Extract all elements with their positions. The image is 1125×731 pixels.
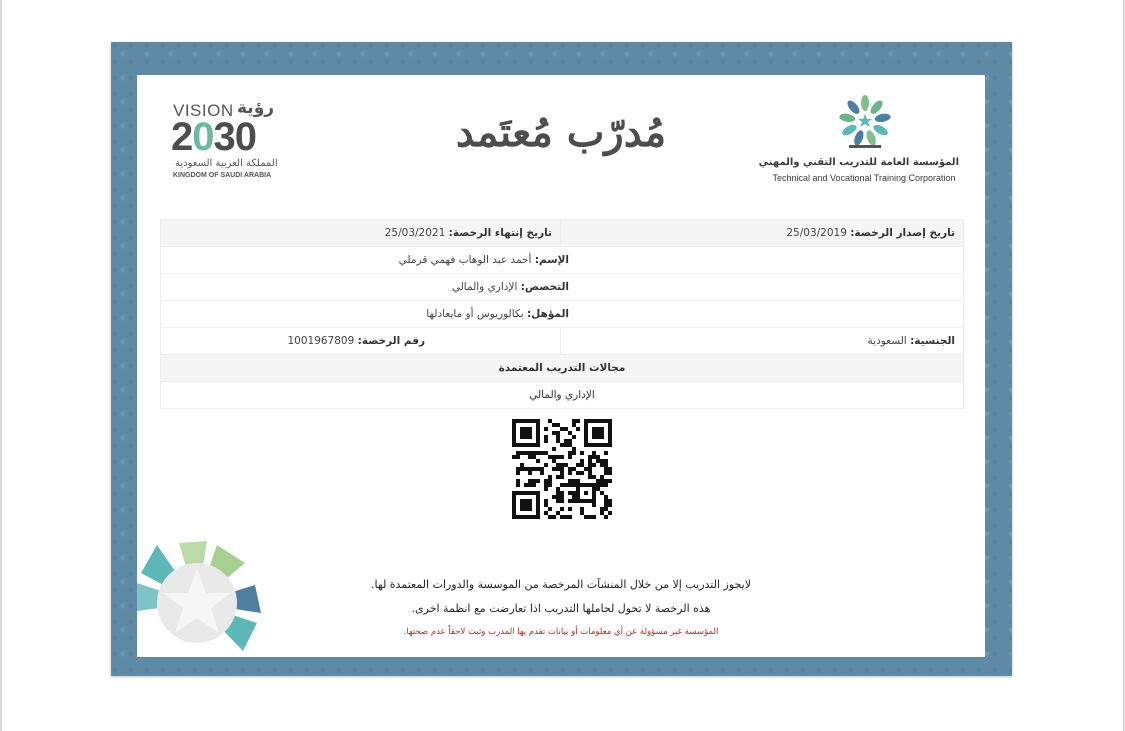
note-line-2: هذه الرخصة لا تخول لحاملها التدريب اذا تعارضت مع انظمة اخرى. xyxy=(411,602,711,615)
vision-year-zero: 0 xyxy=(192,115,214,159)
org-name-english: Technical and Vocational Training Corporation xyxy=(772,173,956,183)
table-row-nationality xyxy=(161,328,964,355)
specialty-label: التخصص: xyxy=(520,281,569,293)
license-number-cell xyxy=(161,328,561,355)
note-line-1: لايجوز التدريب إلا من خلال المنشآت المرخصة من الموسسة والدورات المعتمدة لها. xyxy=(371,578,751,591)
training-fields-title: مجالات التدريب المعتمدة xyxy=(161,355,964,382)
qualification-label: المؤهل: xyxy=(526,308,569,320)
table-row-dates xyxy=(161,220,964,247)
issue-date-value: 25/03/2019 xyxy=(786,227,847,239)
kingdom-name-english: KINGDOM OF SAUDI ARABIA xyxy=(173,172,272,179)
license-number-label: رقم الرخصة: xyxy=(357,335,425,347)
specialty-value: الإداري والمالي xyxy=(451,281,518,293)
vision-word-english: VISION xyxy=(173,101,234,120)
expiry-date-cell xyxy=(161,220,561,247)
nationality-label: الجنسية: xyxy=(910,335,955,347)
vision-word-arabic: رؤية xyxy=(237,98,275,118)
table-row-qualification xyxy=(161,301,964,328)
name-value: أحمد عبد الوهاب فهمي قرملي xyxy=(398,254,532,266)
issue-date-cell xyxy=(561,220,964,247)
certificate-title: مُدرّب مُعتَمد xyxy=(455,109,667,156)
qualification-value: بكالوريوس أو مايعادلها xyxy=(426,308,524,320)
page-edge-left xyxy=(0,0,2,731)
vision-year-suffix: 30 xyxy=(213,115,256,159)
certificate-sheet xyxy=(137,75,985,657)
vision-2030-logo xyxy=(167,98,297,181)
name-cell xyxy=(161,247,964,274)
license-details-table xyxy=(160,219,964,409)
org-name-arabic: المؤسسة العامة للتدريب التقني والمهني xyxy=(758,157,959,168)
issue-date-label: تاريخ إصدار الرخصة: xyxy=(850,227,955,239)
table-row-fields-value xyxy=(161,382,964,409)
qr-code xyxy=(512,419,612,519)
table-row-name xyxy=(161,247,964,274)
expiry-date-value: 25/03/2021 xyxy=(384,227,446,239)
specialty-cell xyxy=(161,274,964,301)
vision-year xyxy=(171,115,256,160)
table-row-fields-title xyxy=(161,355,964,382)
expiry-date-label: تاريخ إنتهاء الرخصة: xyxy=(448,227,552,239)
nationality-cell xyxy=(561,328,964,355)
nationality-value: السعودية xyxy=(867,335,907,347)
kingdom-name-arabic: المملكة العربية السعودية xyxy=(175,158,278,169)
training-fields-value: الإداري والمالي xyxy=(161,382,964,409)
qualification-cell xyxy=(161,301,964,328)
license-number-value: 1001967809 xyxy=(287,335,355,347)
disclaimer-note: المؤسسة غير مسؤولة عن أي معلومات أو بيانات تقدم بها المدرب وثبت لاحقاً عدم صحتها. xyxy=(403,627,719,637)
name-label: الإسم: xyxy=(534,254,569,266)
table-row-specialty xyxy=(161,274,964,301)
vision-year-prefix: 2 xyxy=(171,115,193,159)
